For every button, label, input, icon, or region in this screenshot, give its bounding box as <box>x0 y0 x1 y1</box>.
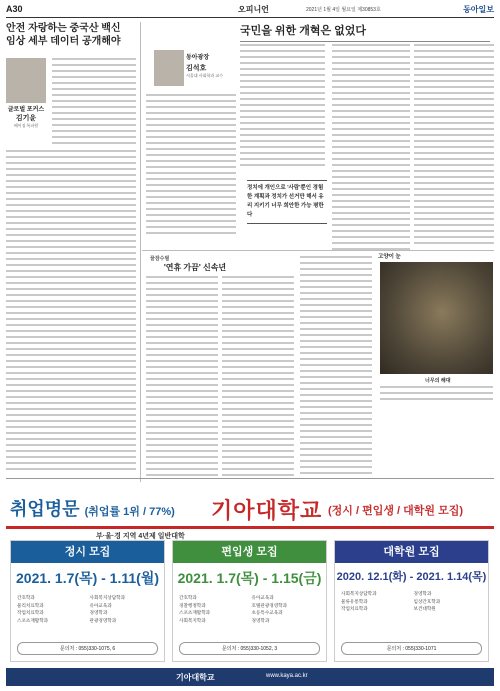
ad-contact[interactable]: 문의처 : 055)330-1075, 6 <box>17 642 158 655</box>
ad-contact[interactable]: 문의처 : 055)330-1071 <box>341 642 482 655</box>
list-item: 호텔관광경영학과 <box>251 602 288 608</box>
author-photo <box>6 58 46 103</box>
ad-headline-main: 취업명문 <box>10 499 80 519</box>
ad-stripe <box>6 526 494 529</box>
ad-column-list <box>335 584 488 613</box>
right-column-label: 동아광장 <box>186 55 210 61</box>
ad-column-title: 정시 모집 <box>11 541 164 563</box>
ad-column-title: 대학원 모집 <box>335 541 488 563</box>
list-item: 경영학과 <box>251 617 270 623</box>
list-item: 사회복지상담학과 <box>341 591 377 596</box>
right-author-title: 서울대 사회학과 교수 <box>186 73 223 78</box>
list-item: 물류유통학과 <box>341 598 368 604</box>
right-byline <box>186 52 231 79</box>
list-item: 작업치료학과 <box>17 610 44 615</box>
section-title: 오피니언 <box>238 5 269 14</box>
right-body-col4 <box>414 44 494 248</box>
left-author-title: 베이징 특파원 <box>13 123 39 128</box>
list-item: 보건대학원 <box>413 606 436 611</box>
list-item: 경영학과 <box>89 610 108 615</box>
ad-column-graduate[interactable] <box>334 540 489 662</box>
essay-col3 <box>300 256 372 478</box>
left-author-name: 김기윤 <box>15 115 37 122</box>
column-divider <box>140 22 141 482</box>
list-item: 경찰행정학과 <box>179 602 206 608</box>
ad-column-dates: 2021. 1.7(목) - 1.15(금) <box>177 570 322 586</box>
list-item: 물리치료학과 <box>17 602 44 608</box>
ad-column-regular[interactable] <box>10 540 165 662</box>
page-header <box>6 4 494 18</box>
essay-col2 <box>222 276 294 480</box>
list-item: 임상간호학과 <box>413 598 441 604</box>
list-item: 관광경영학과 <box>89 617 117 623</box>
ad-column-list <box>11 588 164 624</box>
ad-subline: 부·울·경 지역 4년제 일반대학 <box>96 533 185 540</box>
cat-photo <box>380 262 493 374</box>
right-author-name: 김석호 <box>186 65 207 72</box>
ad-school-name: 기아대학교 <box>211 498 323 523</box>
pull-quote: 정치에 개인으로 '사람'뿐인 경험한 계획과 정치가 선거만 해서 유리 지키기 너무 희안한 가능 평한다 <box>247 180 327 224</box>
ad-headline-sub: (취업률 1위 / 77%) <box>84 506 175 518</box>
right-body-col3 <box>332 44 410 254</box>
left-byline <box>4 104 48 129</box>
section-rule <box>142 250 494 251</box>
ad-headline <box>10 495 175 521</box>
ad-school-sub: (정시 / 편입생 / 대학원 모집) <box>328 505 463 517</box>
university-ad[interactable] <box>6 490 494 686</box>
list-item: 간호학과 <box>17 595 35 600</box>
left-headline-line2: 임상 세부 데이터 공개해야 <box>6 36 121 47</box>
list-item: 사회복지학과 <box>179 617 206 623</box>
list-item: 유아교육과 <box>89 602 112 608</box>
ad-footer-url[interactable]: www.kaya.ac.kr <box>266 673 308 679</box>
columnist-photo <box>154 50 184 86</box>
list-item: 초등특수교육과 <box>251 610 283 615</box>
list-item: 스포츠재활학과 <box>17 617 49 623</box>
list-item: 유아교육과 <box>251 595 274 600</box>
ad-column-title: 편입생 모집 <box>173 541 326 563</box>
right-body-col2 <box>240 44 325 170</box>
list-item: 간호학과 <box>179 595 197 600</box>
page-number: A30 <box>6 4 23 14</box>
ad-footer <box>6 668 494 686</box>
right-body-col1 <box>146 94 236 238</box>
left-body-text-b <box>6 150 136 474</box>
essay-title: '연휴 가끔' 신속년 <box>163 263 227 272</box>
essay-col1 <box>146 276 218 480</box>
list-item: 스포츠재활학과 <box>179 610 211 615</box>
ad-footer-name: 기아대학교 <box>176 673 215 682</box>
left-body-text-a <box>52 58 136 148</box>
newspaper-logo: 동아일보 <box>463 5 494 14</box>
ad-column-transfer[interactable] <box>172 540 327 662</box>
ad-header <box>6 490 494 530</box>
ad-column-dates: 2020. 12.1(화) - 2021. 1.14(목) <box>336 571 487 583</box>
ad-contact[interactable]: 문의처 : 055)330-1052, 3 <box>179 642 320 655</box>
ad-top-rule <box>6 478 494 483</box>
photo-caption: 너무의 해대 <box>425 378 451 384</box>
left-author-label: 글로벌 포커스 <box>7 107 45 113</box>
list-item: 경영학과 <box>413 591 432 596</box>
left-headline <box>6 22 156 48</box>
date-line: 2021년 1월 4일 월요일 제30853호 <box>306 7 381 13</box>
list-item: 작업치료학과 <box>341 606 368 611</box>
ad-column-list <box>173 588 326 624</box>
list-item: 사회복지상담학과 <box>89 595 126 600</box>
ad-column-dates: 2021. 1.7(목) - 1.11(월) <box>16 570 159 586</box>
photo-section-label: 고양이 눈 <box>378 254 401 260</box>
right-headline: 국민을 위한 개혁은 없었다 <box>240 22 490 42</box>
photo-caption-text <box>380 386 493 404</box>
essay-label: 꿀잠수필 <box>150 256 170 262</box>
left-headline-line1: 안전 자랑하는 중국산 백신 <box>6 23 121 34</box>
